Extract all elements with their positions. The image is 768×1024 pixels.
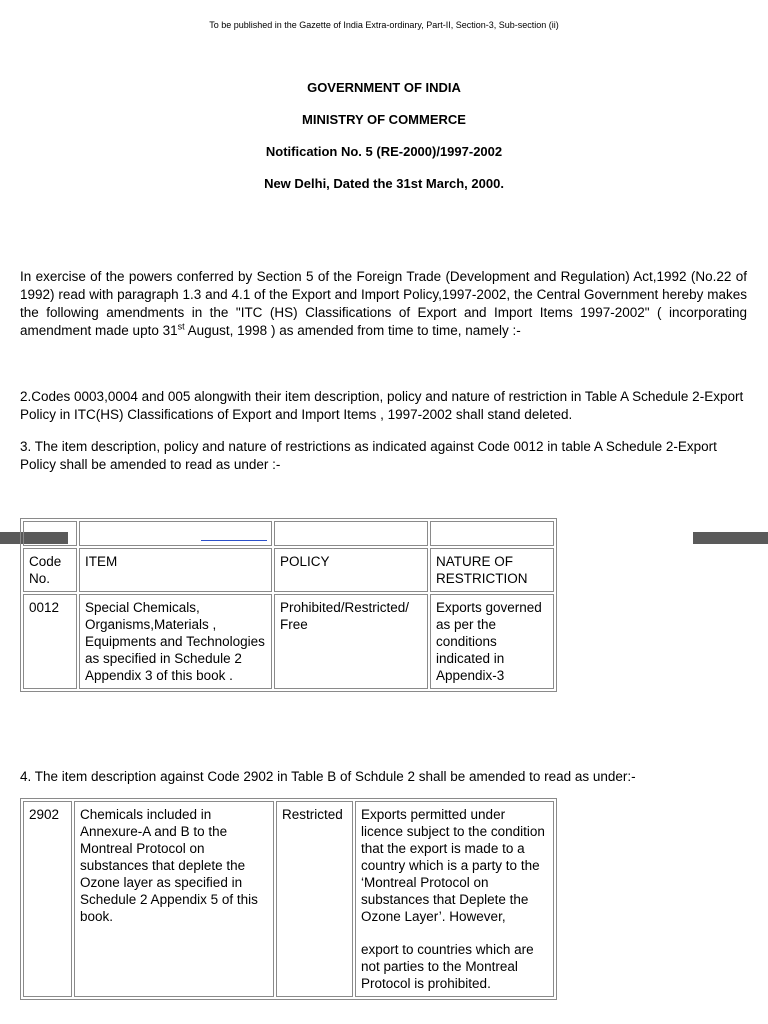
paragraph-1-text: In exercise of the powers conferred by Section 5 of the Foreign Trade (Development and Regulation) Act,1992 (No.22 of 1992) read with paragraph 1.3 and 4.1 of the Export and Import Policy,1997-2002, the Central Government hereby makes the following amendments in the "ITC (HS) Classifications of Export and Import Items 1997-2002" ( incorporating amendment made upto 31 [20, 269, 747, 338]
table-code-0012 [20, 518, 557, 692]
cell-item: Chemicals included in Annexure-A and B to the Montreal Protocol on substances that deplete the Ozone layer as specified in Schedule 2 Appendix 5 of this book. [74, 801, 274, 997]
right-scroll-bar-decoration [693, 532, 768, 544]
empty-cell [274, 521, 428, 546]
cell-policy: Prohibited/Restricted/ Free [274, 594, 428, 689]
restriction-part-2: export to countries which are not parties to the Montreal Protocol is prohibited. [361, 942, 534, 991]
header-notification: Notification No. 5 (RE-2000)/1997-2002 [265, 144, 503, 159]
paragraph-3: 3. The item description, policy and nature of restrictions as indicated against Code 0012 in table A Schedule 2-Export Policy shall be amended to read as under :- [20, 439, 717, 472]
link-underline[interactable] [201, 540, 267, 541]
header-government: GOVERNMENT OF INDIA [307, 80, 461, 95]
paragraph-4: 4. The item description against Code 2902 in Table B of Schdule 2 shall be amended to read as under:- [20, 769, 636, 784]
header-dated: New Delhi, Dated the 31st March, 2000. [264, 176, 504, 191]
paragraph-1-superscript: st [177, 321, 185, 332]
paragraph-1-tail: August, 1998 ) as amended from time to time, namely :- [184, 323, 521, 338]
gazette-note: To be published in the Gazette of India Extra-ordinary, Part-II, Section-3, Sub-section (ii) [209, 20, 559, 30]
empty-cell [79, 521, 272, 546]
empty-cell [23, 521, 77, 546]
paragraph-2: 2.Codes 0003,0004 and 005 alongwith their item description, policy and nature of restriction in Table A Schedule 2-Export Policy in ITC(HS) Classifications of Export and Import Items , 1997-2002 shall stand deleted. [20, 389, 744, 422]
cell-restriction: Exports governed as per the conditions indicated in Appendix-3 [430, 594, 554, 689]
table-header-row [23, 548, 554, 592]
cell-item: Special Chemicals, Organisms,Materials , Equipments and Technologies as specified in Schedule 2 Appendix 3 of this book . [79, 594, 272, 689]
table-top-row [23, 521, 554, 546]
cell-policy: Restricted [276, 801, 353, 997]
header-policy: POLICY [274, 548, 428, 592]
table-row [23, 801, 554, 997]
empty-cell [430, 521, 554, 546]
paragraph-1 [20, 268, 747, 340]
restriction-part-1: Exports permitted under licence subject to the condition that the export is made to a country which is a party to the ‘Montreal Protocol on substances that Deplete the Ozone Layer’. However, [361, 807, 545, 924]
table-code-2902 [20, 798, 557, 1000]
header-ministry: MINISTRY OF COMMERCE [302, 112, 466, 127]
cell-restriction [355, 801, 554, 997]
table-row [23, 594, 554, 689]
header-item: ITEM [79, 548, 272, 592]
header-code: Code No. [23, 548, 77, 592]
header-restriction: NATURE OF RESTRICTION [430, 548, 554, 592]
cell-code: 0012 [23, 594, 77, 689]
cell-code: 2902 [23, 801, 72, 997]
